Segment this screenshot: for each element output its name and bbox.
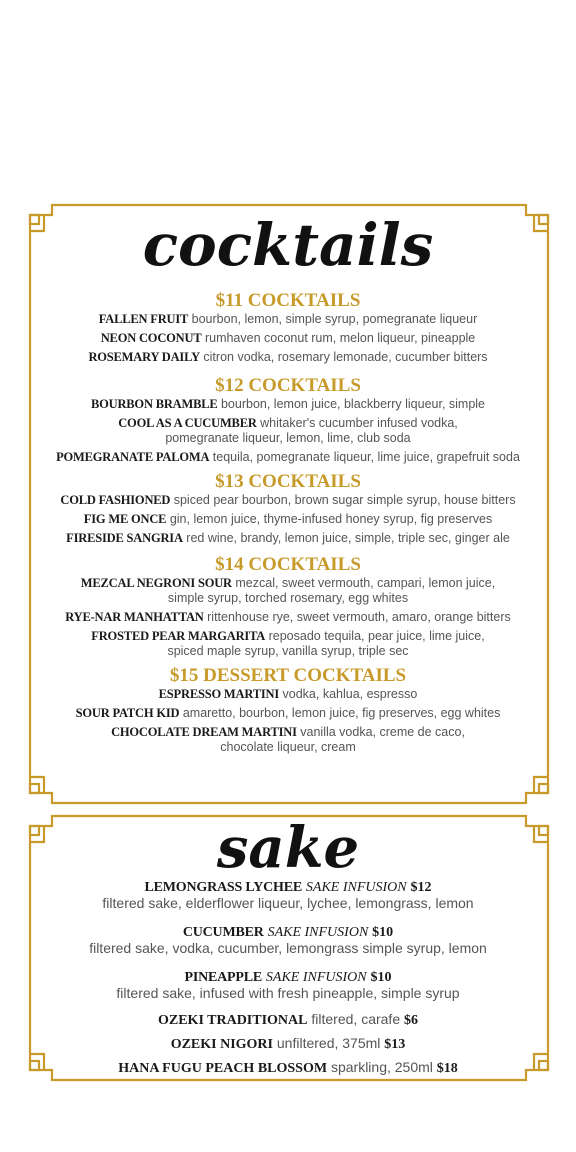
section-15 <box>0 665 576 755</box>
sake-bottle-item: OZEKI TRADITIONAL filtered, carafe $6 <box>157 1011 418 1028</box>
menu-item: CHOCOLATE DREAM MARTINI vanilla vodka, creme de caco, chocolate liqueur, cream <box>111 725 465 754</box>
menu-item: FIRESIDE SANGRIA red wine, brandy, lemon juice, simple, triple sec, ginger ale <box>66 531 510 545</box>
menu-item: BOURBON BRAMBLE bourbon, lemon juice, blackberry liqueur, simple <box>90 397 486 411</box>
section-13 <box>0 471 576 546</box>
cocktails-panel <box>0 211 576 759</box>
sake-infusion-item: PINEAPPLE SAKE INFUSION $10 filtered sake, infused with fresh pineapple, simple syrup <box>116 970 460 1001</box>
cocktails-title: cocktails <box>142 211 434 279</box>
section-heading: $15 DESSERT COCKTAILS <box>169 665 407 686</box>
section-heading: $14 COCKTAILS <box>215 554 361 575</box>
sake-infusion-item: CUCUMBER SAKE INFUSION $10 filtered sake, vodka, cucumber, lemongrass simple syrup, lemon <box>89 925 487 956</box>
menu-item: ROSEMARY DAILY citron vodka, rosemary lemonade, cucumber bitters <box>88 350 488 364</box>
sake-bottle-item: OZEKI NIGORI unfiltered, 375ml $13 <box>170 1035 406 1052</box>
menu-item: FROSTED PEAR MARGARITA reposado tequila, pear juice, lime juice, spiced maple syrup, vanilla syrup, triple sec <box>91 629 485 658</box>
sake-title: sake <box>216 815 360 881</box>
section-14 <box>0 554 576 659</box>
menu-item: COLD FASHIONED spiced pear bourbon, brown sugar simple syrup, house bitters <box>60 493 516 507</box>
menu-item: COOL AS A CUCUMBER whitaker's cucumber infused vodka, pomegranate liqueur, lemon, lime, club soda <box>118 416 458 445</box>
sake-bottle-item: HANA FUGU PEACH BLOSSOM sparkling, 250ml $18 <box>118 1059 458 1076</box>
menu-item: NEON COCONUT rumhaven coconut rum, melon liqueur, pineapple <box>100 331 476 345</box>
menu-item: ESPRESSO MARTINI vodka, kahlua, espresso <box>158 687 418 701</box>
menu-item: POMEGRANATE PALOMA tequila, pomegranate liqueur, lime juice, grapefruit soda <box>56 450 520 464</box>
sake-panel <box>0 815 576 1083</box>
menu-item: RYE-NAR MANHATTAN rittenhouse rye, sweet vermouth, amaro, orange bitters <box>65 610 511 624</box>
menu-item: FIG ME ONCE gin, lemon juice, thyme-infused honey syrup, fig preserves <box>83 512 493 526</box>
sake-infusion-item: LEMONGRASS LYCHEE SAKE INFUSION $12 filtered sake, elderflower liqueur, lychee, lemongrass, lemon <box>102 880 474 911</box>
section-12 <box>0 375 576 465</box>
menu-item: SOUR PATCH KID amaretto, bourbon, lemon juice, fig preserves, egg whites <box>75 706 501 720</box>
menu-item: MEZCAL NEGRONI SOUR mezcal, sweet vermouth, campari, lemon juice, simple syrup, torched rosemary, egg whites <box>80 576 496 605</box>
section-heading: $13 COCKTAILS <box>215 471 361 492</box>
section-heading: $12 COCKTAILS <box>215 375 361 396</box>
section-11 <box>0 290 576 365</box>
menu-item: FALLEN FRUIT bourbon, lemon, simple syrup, pomegranate liqueur <box>98 312 478 326</box>
section-heading: $11 COCKTAILS <box>215 290 361 311</box>
